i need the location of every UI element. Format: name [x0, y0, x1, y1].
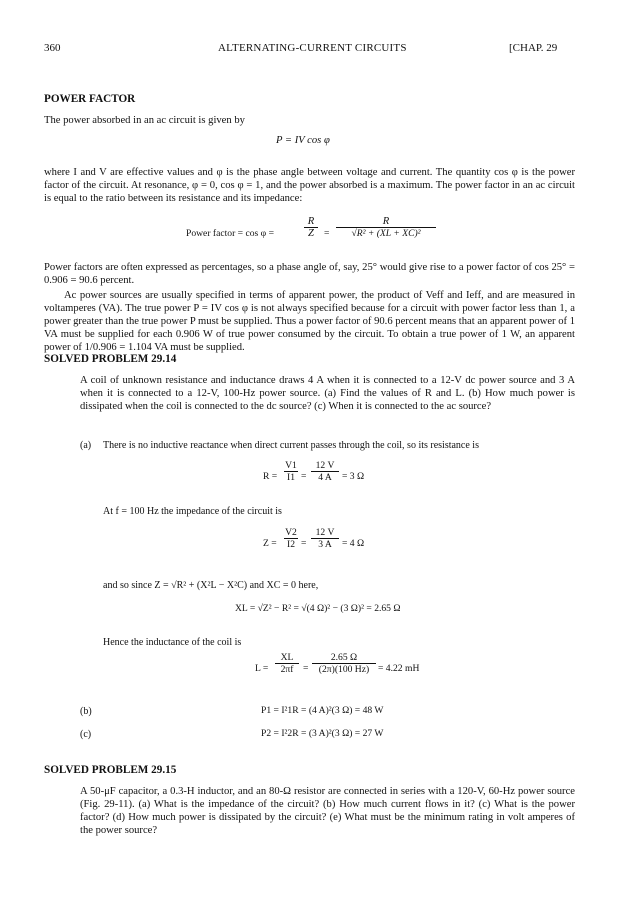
- pf-equals: =: [324, 228, 330, 239]
- part-b-label: (b): [80, 706, 92, 717]
- p2-equation: P2 = I²2R = (3 A)²(3 Ω) = 27 W: [261, 728, 384, 739]
- r-num1: V1: [285, 460, 297, 471]
- problem-29-14-statement: A coil of unknown resistance and inductance draws 4 A when it is connected to a 12-V dc power source and 3 A when it is connected to a 12-V, 100-Hz power source. (a) Find the values of R and L. (b) How much power is dissipated when the coil is connected to the dc source? (c) When it is connected to the ac source?: [80, 375, 575, 412]
- percentage-paragraph: Power factors are often expressed as percentages, so a phase angle of, say, 25° would give rise to a power factor of cos 25° = 0.906 = 90.6 percent.: [44, 262, 575, 286]
- pf-den2: √R² + (XL + XC)²: [336, 227, 436, 239]
- l-fraction-xl-2pif: [275, 652, 299, 675]
- part-a-text1: There is no inductive reactance when direct current passes through the coil, so its resistance is: [103, 440, 479, 451]
- page-number: 360: [44, 42, 61, 54]
- pf-fraction-r-over-z: [304, 216, 318, 239]
- z-num2: 12 V: [315, 527, 335, 538]
- intro-paragraph: The power absorbed in an ac circuit is given by: [44, 115, 245, 126]
- z-num1: V2: [285, 527, 297, 538]
- pf-fraction-impedance: [336, 216, 436, 239]
- l-fraction-values: [312, 652, 376, 675]
- part-a-label: (a): [80, 440, 92, 451]
- l-num2: 2.65 Ω: [330, 652, 358, 663]
- part-a-text4: Hence the inductance of the coil is: [103, 637, 242, 648]
- z-fraction-values: [311, 527, 339, 550]
- z-eq-mid: =: [301, 538, 307, 549]
- l-eq-result: = 4.22 mH: [378, 663, 420, 674]
- r-den1: I1: [284, 471, 298, 483]
- section-heading-problem-29-15: SOLVED PROBLEM 29.15: [44, 764, 177, 776]
- part-c-label: (c): [80, 729, 92, 740]
- r-fraction-v1-i1: [284, 460, 298, 483]
- problem-29-15-statement: A 50-μF capacitor, a 0.3-H inductor, and an 80-Ω resistor are connected in series with a 120-V, 60-Hz power source (Fig. 29-11). (a) What is the impedance of the circuit? (b) How much current flows in it? (c) What is the power factor? (d) How much power is dissipated by the circuit? (e) What must be the minimum rating in volt amperes of the power source?: [80, 786, 575, 836]
- r-den2: 4 A: [311, 471, 339, 483]
- l-eq-lhs: L =: [255, 663, 269, 674]
- l-eq-mid: =: [303, 663, 309, 674]
- power-factor-lhs: Power factor = cos φ =: [186, 228, 275, 239]
- r-eq-lhs: R =: [263, 471, 278, 482]
- p1-equation: P1 = I²1R = (4 A)²(3 Ω) = 48 W: [261, 705, 384, 716]
- l-den2: (2π)(100 Hz): [312, 663, 376, 675]
- part-a-text2: At f = 100 Hz the impedance of the circuit is: [103, 506, 282, 517]
- r-eq-result: = 3 Ω: [342, 471, 365, 482]
- r-fraction-values: [311, 460, 339, 483]
- l-num1: XL: [280, 652, 294, 663]
- pf-num2: R: [382, 216, 390, 227]
- section-heading-problem-29-14: SOLVED PROBLEM 29.14: [44, 353, 177, 365]
- pf-den1: Z: [304, 227, 318, 239]
- l-den1: 2πf: [275, 663, 299, 675]
- phase-angle-paragraph: where I and V are effective values and φ is the phase angle between voltage and current. The quantity cos φ is the power factor of the circuit. At resonance, φ = 0, cos φ = 1, and the power absorbed is a maximum. The power factor in an ac circuit is equal to the ratio between its resistance and its impedance:: [44, 167, 575, 204]
- part-a-text3: and so since Z = √R² + (X²L − X²C) and XC = 0 here,: [103, 580, 319, 591]
- z-eq-lhs: Z =: [263, 538, 277, 549]
- z-fraction-v2-i2: [284, 527, 298, 550]
- power-equation: P = IV cos φ: [276, 135, 330, 146]
- r-eq-mid: =: [301, 471, 307, 482]
- z-den2: 3 A: [311, 538, 339, 550]
- pf-num1: R: [307, 216, 315, 227]
- apparent-power-paragraph: Ac power sources are usually specified in terms of apparent power, the product of Veff and Ieff, and are measured in voltamperes (VA). The true power P = IV cos φ is not always specified because for a circuit with power factor less than 1, a power greater than the true power P must be supplied. Thus a power factor of 90.6 percent means that an apparent power of 1 VA must be supplied for each 0.906 W of true power consumed by the circuit. To obtain a true power of 1 W, an apparent power of 1/0.906 = 1.104 VA must be supplied.: [44, 290, 575, 353]
- z-den1: I2: [284, 538, 298, 550]
- xl-equation: XL = √Z² − R² = √(4 Ω)² − (3 Ω)² = 2.65 Ω: [235, 603, 401, 614]
- section-heading-power-factor: POWER FACTOR: [44, 93, 136, 105]
- z-eq-result: = 4 Ω: [342, 538, 365, 549]
- running-title: ALTERNATING-CURRENT CIRCUITS: [218, 42, 407, 54]
- chapter-label: [CHAP. 29: [509, 42, 558, 54]
- r-num2: 12 V: [315, 460, 335, 471]
